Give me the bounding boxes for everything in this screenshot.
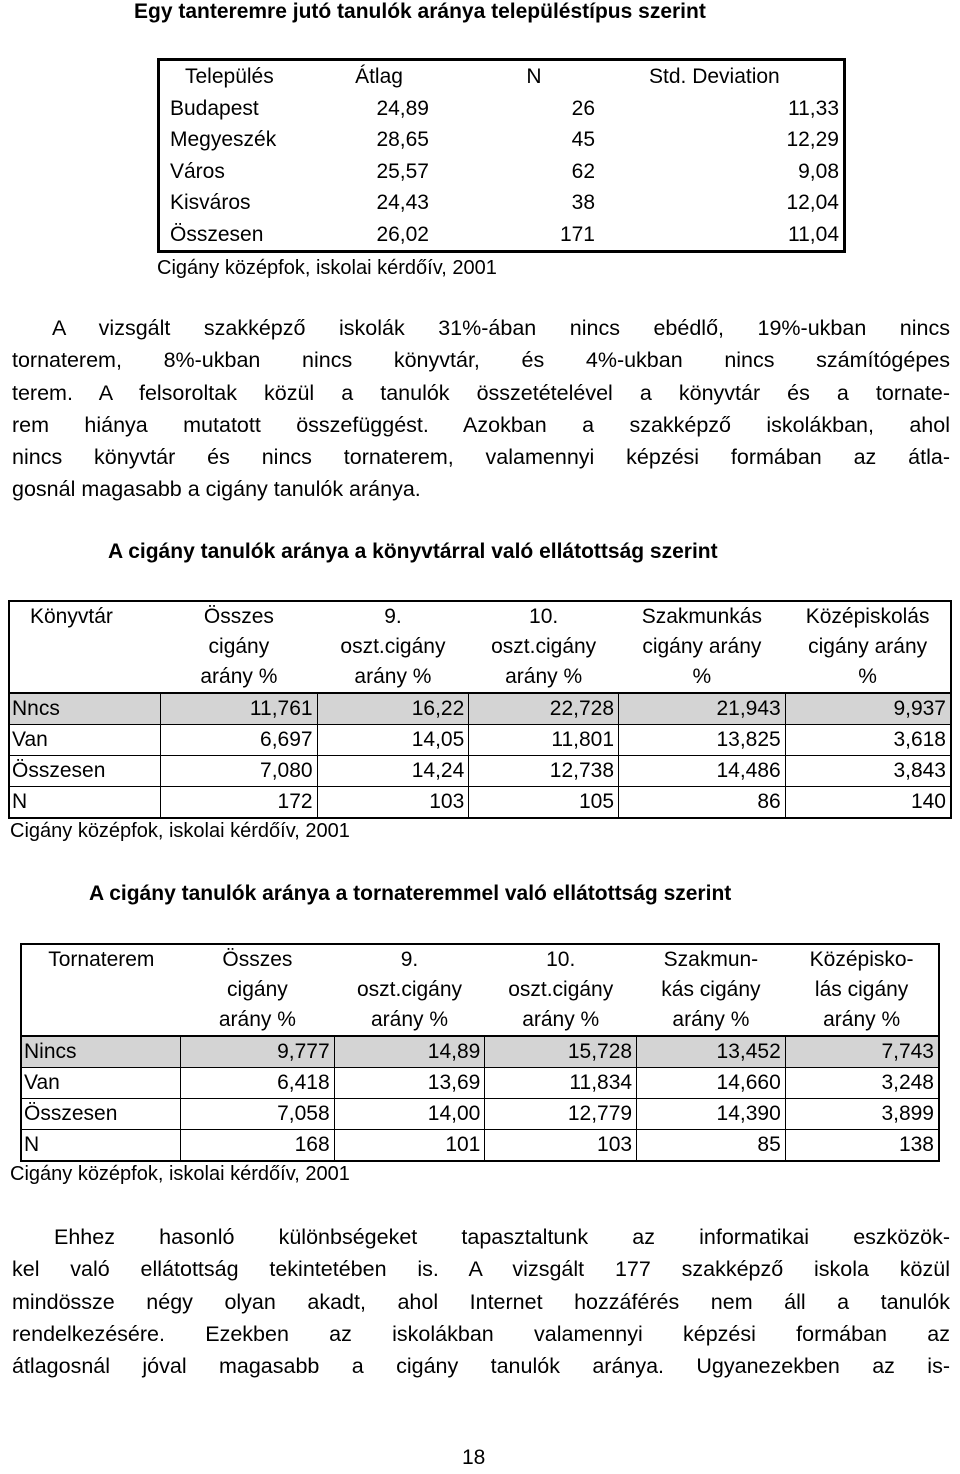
table3-cell: 7,743 — [785, 1036, 939, 1068]
table2-cell: 14,24 — [317, 756, 469, 787]
table3-cell: 14,660 — [637, 1068, 786, 1099]
paragraph-line: nincs könyvtár és nincs tornaterem, valamennyi képzési formában az átla- — [12, 445, 950, 470]
table1-cell: 25,57 — [376, 159, 429, 183]
table2-cell: 14,486 — [619, 756, 786, 787]
table1-cell: 9,08 — [798, 159, 839, 183]
table3-cell: 13,452 — [637, 1036, 786, 1068]
header-line: arány % — [218, 1008, 296, 1031]
table2-cell: 172 — [161, 787, 317, 819]
table2-header-cell — [469, 601, 619, 693]
table3-cell: 7,058 — [181, 1099, 334, 1130]
table2-cell: 13,825 — [619, 725, 786, 756]
table2-header-cell — [317, 601, 469, 693]
table1-cell: 12,04 — [786, 191, 839, 214]
table2-header-cell — [619, 601, 786, 693]
table1 — [157, 58, 846, 253]
table2-header — [9, 601, 951, 693]
paragraph-line: terem. A felsoroltak közül a tanulók összetételével a könyvtár és a tornate- — [12, 380, 950, 405]
table1-cell: 24,89 — [376, 96, 429, 120]
header-line: arány % — [370, 1008, 449, 1031]
table2-cell: Összesen — [9, 756, 161, 787]
table1-header-cell: Std. Deviation — [649, 65, 780, 88]
table3-cell: 103 — [485, 1130, 637, 1162]
header-line: Középisko- — [809, 948, 914, 971]
table3-cell: Nincs — [21, 1036, 181, 1068]
table2-cell: 86 — [619, 787, 786, 819]
table1-cell: 28,65 — [376, 128, 429, 151]
table3-cell: 3,899 — [785, 1099, 939, 1130]
table1-header-cell: N — [526, 65, 542, 88]
table2-header-cell — [9, 601, 161, 693]
table3-cell: Összesen — [21, 1099, 181, 1130]
header-line: arány % — [823, 1008, 901, 1031]
table2-cell: 105 — [469, 787, 619, 819]
table1-cell: 24,43 — [376, 191, 429, 214]
table-row — [21, 1099, 939, 1130]
paragraph-line: mindössze négy olyan akadt, ahol Internet hozzáférés nem áll a tanulók — [12, 1289, 950, 1314]
table1-cell: Megyeszék — [170, 128, 277, 151]
table2 — [8, 600, 952, 819]
table2-cell: 21,943 — [619, 693, 786, 725]
table-row — [159, 93, 845, 125]
header-line: Könyvtár — [30, 605, 113, 628]
table2-cell: 3,843 — [785, 756, 951, 787]
table2-cell: Nncs — [9, 693, 161, 725]
table1-cell: 11,04 — [788, 222, 839, 246]
table-row — [159, 187, 845, 219]
table3-header-cell — [485, 944, 637, 1036]
paragraph-line: A vizsgált szakképző iskolák 31%-ában nincs ebédlő, 19%-ukban nincs — [52, 316, 950, 340]
table3-title: A cigány tanulók aránya a tornateremmel való ellátottság szerint — [89, 882, 732, 905]
table3-cell: 3,248 — [785, 1068, 939, 1099]
table-row — [9, 787, 951, 819]
paragraph-line: kel való ellátottság tekintetében is. A vizsgált 177 szakképző iskola közül — [12, 1257, 950, 1282]
table3-cell: 14,89 — [334, 1036, 485, 1068]
table-row — [159, 219, 845, 252]
table1-cell: 171 — [559, 222, 595, 246]
table1-header — [159, 60, 845, 93]
paragraph-line: rem hiánya mutatott összefüggést. Azokban a szakképző iskolákban, ahol — [12, 412, 950, 437]
table1-cell: 12,29 — [786, 128, 839, 151]
table1-cell: 38 — [571, 191, 595, 214]
table2-cell: 3,618 — [785, 725, 951, 756]
table-row — [21, 1036, 939, 1068]
table2-title: A cigány tanulók aránya a könyvtárral való ellátottság szerint — [108, 540, 718, 563]
header-line: % — [858, 665, 877, 688]
header-line: cigány arány — [808, 635, 928, 658]
table3-header-cell — [21, 944, 181, 1036]
table2-header-cell — [161, 601, 317, 693]
paragraph-line: rendelkezésére. Ezekben az iskolákban valamennyi képzési formában az — [12, 1321, 950, 1346]
header-line: cigány arány — [642, 635, 762, 658]
table3-cell: 6,418 — [181, 1068, 334, 1099]
table3-header-cell — [334, 944, 485, 1036]
paragraph-line: tornaterem, 8%-ukban nincs könyvtár, és 4%-ukban nincs számítógépes — [12, 348, 950, 373]
table2-cell: 22,728 — [469, 693, 619, 725]
table-row — [9, 756, 951, 787]
header-line: oszt.cigány — [340, 635, 446, 658]
table2-source: Cigány középfok, iskolai kérdőív, 2001 — [10, 820, 350, 842]
table1-cell: 45 — [571, 128, 595, 151]
paragraph-2 — [12, 1221, 950, 1382]
table3-cell: N — [21, 1130, 181, 1162]
header-line: Szakmunkás — [641, 605, 762, 628]
table-row — [21, 1130, 939, 1162]
paragraph-line: Ehhez hasonló különbségeket tapasztaltunk az informatikai eszközök- — [54, 1225, 950, 1249]
table2-header-cell — [785, 601, 951, 693]
table3-cell: 138 — [785, 1130, 939, 1162]
table1-cell: 26,02 — [376, 222, 429, 246]
table2-cell: 140 — [785, 787, 951, 819]
table2-cell: 16,22 — [317, 693, 469, 725]
table3 — [20, 943, 940, 1162]
table3-source: Cigány középfok, iskolai kérdőív, 2001 — [10, 1163, 350, 1185]
header-line: arány % — [672, 1008, 750, 1031]
page-number: 18 — [462, 1446, 486, 1469]
table1-header-cell: Település — [185, 65, 274, 88]
table3-cell: 14,390 — [637, 1099, 786, 1130]
paragraph-line: átlagosnál jóval magasabb a cigány tanulók aránya. Ugyanezekben az is- — [12, 1354, 950, 1379]
table-row — [9, 693, 951, 725]
table1-cell: Budapest — [170, 96, 259, 120]
header-line: 9. — [400, 948, 419, 971]
table3-cell: 11,834 — [485, 1068, 637, 1099]
header-line: % — [692, 665, 712, 688]
paragraph-line: gosnál magasabb a cigány tanulók aránya. — [12, 477, 421, 502]
table2-cell: 11,801 — [469, 725, 619, 756]
table2-cell: 103 — [317, 787, 469, 819]
header-line: cigány — [227, 978, 288, 1001]
header-line: Szakmun- — [663, 948, 759, 971]
header-line: arány % — [522, 1008, 600, 1031]
header-line: kás cigány — [661, 978, 761, 1001]
table3-cell: 168 — [181, 1130, 334, 1162]
header-line: Összes — [222, 948, 293, 971]
table1-header-cell: Átlag — [355, 65, 403, 88]
table3-cell: 13,69 — [334, 1068, 485, 1099]
header-line: Összes — [203, 605, 274, 628]
header-line: oszt.cigány — [356, 978, 463, 1001]
table2-cell: 9,937 — [785, 693, 951, 725]
table1-cell: Város — [170, 159, 225, 183]
header-line: arány % — [200, 665, 278, 688]
table2-cell: 6,697 — [161, 725, 317, 756]
header-line: oszt.cigány — [508, 978, 614, 1001]
table3-header-cell — [785, 944, 939, 1036]
table2-cell: 14,05 — [317, 725, 469, 756]
table3-cell: 14,00 — [334, 1099, 485, 1130]
table1-cell: 26 — [571, 96, 595, 120]
table2-cell: N — [9, 787, 161, 819]
table-row — [159, 156, 845, 188]
table3-header-cell — [637, 944, 786, 1036]
table-row — [159, 124, 845, 156]
header-line: Középiskolás — [805, 605, 930, 628]
table3-header — [21, 944, 939, 1036]
header-line: oszt.cigány — [491, 635, 597, 658]
table3-cell: 101 — [334, 1130, 485, 1162]
table3-cell: 15,728 — [485, 1036, 637, 1068]
table-row — [21, 1068, 939, 1099]
table1-title: Egy tanteremre jutó tanulók aránya településtípus szerint — [134, 0, 706, 23]
table1-cell: 62 — [571, 159, 595, 183]
table3-cell: Van — [21, 1068, 181, 1099]
header-line: arány % — [354, 665, 432, 688]
table2-cell: 7,080 — [161, 756, 317, 787]
header-line: 10. — [546, 948, 576, 971]
table2-cell: Van — [9, 725, 161, 756]
paragraph-1 — [12, 312, 950, 506]
header-line: 10. — [529, 605, 559, 628]
table2-cell: 11,761 — [161, 693, 317, 725]
table3-cell: 85 — [637, 1130, 786, 1162]
table1-source: Cigány középfok, iskolai kérdőív, 2001 — [157, 257, 497, 279]
header-line: lás cigány — [814, 978, 909, 1001]
header-line: cigány — [208, 635, 270, 658]
table1-cell: Kisváros — [170, 191, 251, 214]
table-row — [9, 725, 951, 756]
header-line: 9. — [384, 605, 402, 628]
table1-cell: Összesen — [170, 222, 264, 246]
header-line: Tornaterem — [48, 948, 155, 971]
table3-header-cell — [181, 944, 334, 1036]
table2-cell: 12,738 — [469, 756, 619, 787]
table3-cell: 9,777 — [181, 1036, 334, 1068]
table3-cell: 12,779 — [485, 1099, 637, 1130]
table1-cell: 11,33 — [788, 96, 839, 120]
header-line: arány % — [505, 665, 583, 688]
